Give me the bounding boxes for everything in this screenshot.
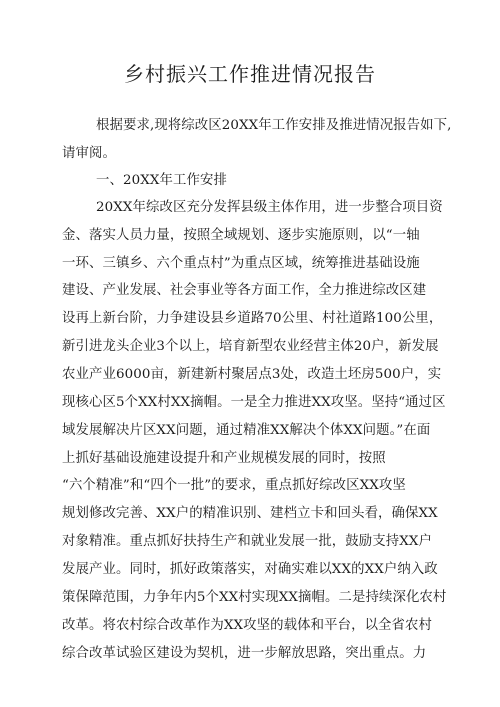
paragraph-line: 发展产业。同时，抓好政策落实，对确实难以XX的XX户纳入政 [62,562,438,577]
paragraph-line: 金、落实人员力量，按照全域规划、逐步实施原则，以“一轴 [62,228,420,243]
paragraph-line: 新引进龙头企业3个以上，培育新型农业经营主体20户，新发展 [62,339,439,354]
paragraph-line: 综合改革试验区建设为契机，进一步解放思路，突出重点。力 [62,646,427,661]
paragraph-line: 对象精准。重点抓好扶持生产和就业发展一批，鼓励支持XX户 [62,534,433,549]
paragraph-line: 上抓好基础设施建设提升和产业规模发展的同时，按照 [62,451,386,466]
paragraph-line: 改革。将农村综合改革作为XX攻坚的载体和平台，以全省农村 [62,618,433,633]
paragraph-line: 域发展解决片区XX问题，通过精准XX解决个体XX问题。”在面 [62,423,431,438]
paragraph-line: 一环、三镇乡、六个重点村”为重点区域，统筹推进基础设施 [62,256,420,271]
paragraph-line: 建设、产业发展、社会事业等各方面工作，全力推进综改区建 [62,283,427,298]
paragraph-line: 请审阅。 [62,146,116,161]
paragraph-line: 规划修改完善、XX户的精准识别、建档立卡和回头看，确保XX [62,506,438,521]
paragraph-line: 根据要求,现将综改区20XX年工作安排及推进情况报告如下, [96,118,452,133]
paragraph-line: 现核心区5个XX村XX摘帽。一是全力推进XX攻坚。坚持“通过区 [62,395,446,410]
section-heading: 一、20XX年工作安排 [96,173,227,188]
paragraph-line: 农业产业6000亩，新建新村聚居点3处，改造土坯房500户，实 [62,367,442,382]
paragraph-line: 策保障范围，力争年内5个XX村实现XX摘帽。二是持续深化农村 [62,590,447,605]
paragraph-line: 设再上新台阶，力争建设县乡道路70公里、村社道路100公里， [62,311,443,326]
paragraph-line: “六个精准”和“四个一批”的要求，重点抓好综改区XX攻坚 [62,478,406,493]
paragraph-line: 20XX年综改区充分发挥县级主体作用，进一步整合项目资 [96,200,443,215]
document-title: 乡村振兴工作推进情况报告 [124,62,376,86]
